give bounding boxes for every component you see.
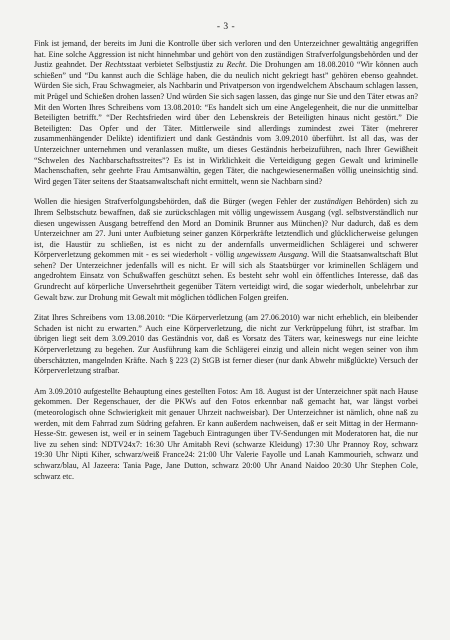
text-run-italic: zu Recht [216, 60, 246, 70]
text-run: . Die Drohungen am 18.08.2010 “Wir können auch schießen” und “Du kannst auch die Schläge haben, die du neulich nicht gekriegt hast” gehören ebenso geahndet. Würden Sie sich, Frau Schwagmeier, als Nachbarin und Privatperson von irgendwelchem Abschaum schlagen lassen, mit Prügel und Schießen drohen lassen? Und würden Sie sich sagen lassen, das ginge nur Sie und den Täter etwas an? Mit den Worten Ihres Schreibens vom 13.08.2010: “Es handelt sich um eine Angelegenheit, die nur die unmittelbar Beteiligten betrifft.” “Der Rechtsfrieden wird über den Lebenskreis der Beteiligten hinaus nicht gestört.” Die Beteiligten: Das Opfer und der Täter. Mittlerweile sind allerdings zumindest zwei Täter (mehrerer zusammenhängender Delikte) identifiziert und dank Geständnis vom 3.09.2010 überführt. Ist all das, was der Unterzeichner unternehmen und veranlassen mußte, um dieses Geständnis herbeizuführen, nach Ihrer Gewißheit “Schwelen des Nachbarschaftsstreites”? Es ist in Wirklichkeit die Verteidigung gegen Gewalt und kriminelle Machenschaften, sehr geehrte Frau Amtsanwältin, gegen Täter, die nachgewiesenermaßen völlig uneinsichtig sind. Wird gegen Täter seitens der Staatsanwaltschaft nicht ermittelt, wenn sie Nachbarn sind? [34, 60, 418, 186]
text-run: . Will die Staatsanwaltschaft Blut sehen? Der Unterzeichner jedenfalls will es nicht. Er will sich als Staatsbürger vor kriminellen Schlägern und angedrohtem Einsatz von Schußwaffen geschützt sehen. Es besteht sehr wohl ein öffentliches Interesse, daß das Grundrecht auf körperliche Unversehrtheit gegenüber Tätern verteidigt wird, die sogar wiederholt, unbelehrbar zur Gewalt bzw. zur Drohung mit Gewalt mit möglichen tödlichen Folgen greifen. [34, 250, 418, 302]
text-run: Fink ist jemand, der bereits im Juni die Kontrolle über sich verloren und den Unterzeichner gewalttätig angegriffen hat. Eine solche Aggression ist nicht hinnehmbar und gehört von den zuständigen Strafverfolgungsbehörden und der Justiz geahndet. Der [34, 39, 418, 70]
text-run: staat verbietet Selbstjustiz [126, 60, 217, 70]
paragraph-1 [34, 39, 418, 187]
text-run-italic: ungewissem Ausgang [237, 250, 308, 260]
text-run: Behörden) sich zu Ihrem Selbstschutz bewaffnen, daß sie zurückschlagen mit völlig ungewissem Ausgang (vgl. selbstverständlich nur diesen ungewissen Ausgang betreffend den Mord an Dominik Brunner aus München)? Nur dadurch, daß es dem Unterzeichner am 27. Juni unter Aufbietung seiner ganzen Körperkräfte letztendlich und glücklicherweise gelungen ist, die Haustür zu schließen, ist es nicht zu der andernfalls unvermeidlichen Schlägerei und schwerer Körperverletzung gekommen mit - es sei wiederholt - völlig [34, 197, 418, 260]
text-run-italic: Rechts [105, 60, 127, 70]
text-run: Wollen die hiesigen Strafverfolgungsbehörden, daß die Bürger (wegen Fehler der [34, 197, 315, 207]
text-run: Zitat Ihres Schreibens vom 13.08.2010: “Die Körperverletzung (am 27.06.2010) war nicht erheblich, ein bleibender Schaden ist nicht zu erwarten.” Auch eine Körperverletzung, die nicht zur Verkrüppelung führt, ist strafbar. Im übrigen liegt seit dem 3.09.2010 das Geständnis vor, daß es Vorsatz des Täters war, keineswegs nur eine leichte Körperverletzung zu begehen. Zur Ausführung kam die Schlägerei einzig und allein nicht wegen seiner von ihm überschätzten, mangelnden Kräfte. Nach § 223 (2) StGB ist ferner dieser (nur dank Abwehr mißglückte) Versuch der Körperverletzung strafbar. [34, 313, 418, 376]
paragraph-3 [34, 313, 418, 377]
paragraph-2 [34, 197, 418, 303]
paragraph-4 [34, 387, 418, 482]
page-number: - 3 - [216, 22, 236, 32]
text-run: Am 3.09.2010 aufgestellte Behauptung eines gestellten Fotos: Am 18. August ist der Unterzeichner spät nach Hause gekommen. Der Regenschauer, der die PKWs auf den Fotos erkennbar naß gemacht hat, war längst vorbei (meteorologisch ohne Schwierigkeit mit genauer Uhrzeit nachweisbar). Der Unterzeichner ist nämlich, ohne naß zu werden, mit dem Fahrrad zum Südring gefahren. Er kann außerdem nachweisen, daß er seit Mittag in der Hermann-Hesse-Str. gewesen ist, weil er in seinem Tagebuch Eintragungen über TV-Sendungen mit Moderatoren hat, die nur live zu sehen sind: NDTV24x7: 16:30 Uhr Amitabh Revi (schwarze Kleidung) 17:30 Uhr Prannoy Roy, schwarz 19:30 Uhr Nipti Kiher, schwarz/weiß France24: 21:00 Uhr Valerie Fayolle und Lanah Kammourieh, schwarz und schwarz/blau, Al Jazeera: Tania Page, Jane Dutton, schwarz 20:00 Uhr Anand Naidoo 20:30 Uhr Stephen Cole, schwarz etc. [34, 386, 418, 481]
text-run-italic: zuständigen [314, 197, 353, 207]
